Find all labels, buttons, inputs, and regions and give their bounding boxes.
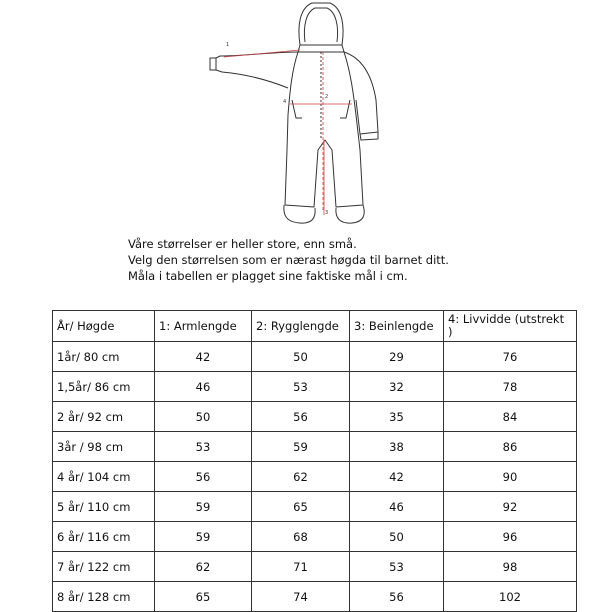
intro-text <box>128 236 548 284</box>
measure-cell: 35 <box>350 402 444 432</box>
measure-cell: 50 <box>252 342 350 372</box>
marker-1: 1 <box>226 42 230 48</box>
measure-cell: 38 <box>350 432 444 462</box>
table-row <box>53 522 577 552</box>
marker-3: 3 <box>325 210 329 216</box>
intro-line: Våre størrelser er heller store, enn små. <box>128 237 357 251</box>
size-label-cell: 8 år/ 128 cm <box>53 582 155 612</box>
measure-cell: 56 <box>155 462 252 492</box>
measure-cell: 62 <box>155 552 252 582</box>
table-row <box>53 462 577 492</box>
size-label-cell: 6 år/ 116 cm <box>53 522 155 552</box>
header-arm-length: 1: Armlengde <box>155 311 252 342</box>
intro-line: Velg den størrelsen som er nærast høgda til barnet ditt. <box>128 253 449 267</box>
table-row <box>53 372 577 402</box>
measure-cell: 92 <box>444 492 577 522</box>
measure-cell: 98 <box>444 552 577 582</box>
table-header-row <box>53 311 577 342</box>
size-label-cell: 4 år/ 104 cm <box>53 462 155 492</box>
table-row <box>53 402 577 432</box>
table-row <box>53 432 577 462</box>
measure-cell: 102 <box>444 582 577 612</box>
measure-cell: 86 <box>444 432 577 462</box>
size-table <box>52 310 577 612</box>
size-label-cell: 7 år/ 122 cm <box>53 552 155 582</box>
size-label-cell: 2 år/ 92 cm <box>53 402 155 432</box>
measure-cell: 56 <box>350 582 444 612</box>
measure-cell: 50 <box>350 522 444 552</box>
table-row <box>53 342 577 372</box>
measure-cell: 53 <box>155 432 252 462</box>
measure-cell: 76 <box>444 342 577 372</box>
table-row <box>53 552 577 582</box>
measure-line-arm <box>224 50 300 57</box>
table-body <box>53 342 577 612</box>
measure-cell: 56 <box>252 402 350 432</box>
measure-cell: 74 <box>252 582 350 612</box>
measure-cell: 65 <box>155 582 252 612</box>
measure-cell: 29 <box>350 342 444 372</box>
right-sleeve <box>344 52 378 134</box>
measure-cell: 32 <box>350 372 444 402</box>
measure-cell: 59 <box>252 432 350 462</box>
overall-drawing <box>200 0 400 232</box>
size-label-cell: 5 år/ 110 cm <box>53 492 155 522</box>
measure-cell: 96 <box>444 522 577 552</box>
header-waist-width: 4: Livvidde (utstrekt ) <box>444 311 577 342</box>
size-label-cell: 1år/ 80 cm <box>53 342 155 372</box>
header-leg-length: 3: Beinlengde <box>350 311 444 342</box>
measure-cell: 46 <box>155 372 252 402</box>
measure-cell: 59 <box>155 522 252 552</box>
measure-cell: 68 <box>252 522 350 552</box>
measure-cell: 71 <box>252 552 350 582</box>
measure-cell: 78 <box>444 372 577 402</box>
measure-cell: 42 <box>155 342 252 372</box>
measure-cell: 62 <box>252 462 350 492</box>
intro-line: Måla i tabellen er plagget sine faktiske mål i cm. <box>128 269 408 283</box>
size-label-cell: 1,5år/ 86 cm <box>53 372 155 402</box>
measure-cell: 65 <box>252 492 350 522</box>
left-sleeve <box>216 52 300 88</box>
measure-cell: 84 <box>444 402 577 432</box>
table-row <box>53 492 577 522</box>
measure-cell: 53 <box>252 372 350 402</box>
measure-cell: 46 <box>350 492 444 522</box>
measure-cell: 59 <box>155 492 252 522</box>
marker-4: 4 <box>283 99 287 105</box>
table-row <box>53 582 577 612</box>
measure-cell: 90 <box>444 462 577 492</box>
measure-cell: 42 <box>350 462 444 492</box>
size-label-cell: 3år / 98 cm <box>53 432 155 462</box>
header-age-height: År/ Høgde <box>53 311 155 342</box>
measure-cell: 53 <box>350 552 444 582</box>
measure-cell: 50 <box>155 402 252 432</box>
header-back-length: 2: Rygglengde <box>252 311 350 342</box>
marker-2: 2 <box>325 94 329 100</box>
